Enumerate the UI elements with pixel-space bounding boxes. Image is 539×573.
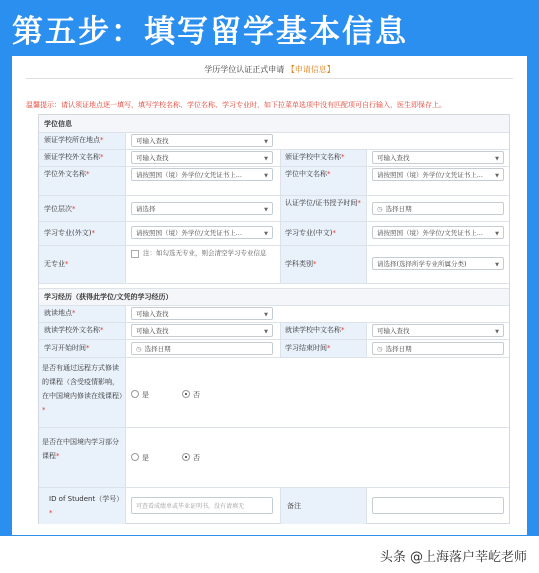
cert-school-location-select[interactable] [131,134,273,147]
cert-school-location-placeholder: 可输入查找 [136,137,169,145]
chevron-down-icon: ▼ [495,173,499,179]
subject-category-select[interactable] [372,257,504,270]
clock-icon: ◷ [377,345,383,353]
row-divider [39,305,509,306]
study-end-label-text: 学习结束时间 [285,344,327,352]
no-major-checkbox[interactable] [131,250,139,258]
study-end-placeholder: 选择日期 [385,345,412,353]
section-study-history: 学习经历（获得此学位/文凭的学习经历） [39,288,509,305]
study-school-chinese-label-text: 就读学校中文名称 [285,326,341,334]
subject-category-label: 学科类别* [285,260,317,268]
cert-date-label: 认证学位/证书授予时间* [285,199,361,207]
major-chinese-value: 请按照国（境）外学位/文凭证书上... [377,229,483,237]
remarks-input[interactable] [372,497,504,514]
study-location-label-text: 就读地点 [44,309,72,317]
row-divider [39,357,509,358]
degree-level-value: 请选择 [136,205,156,213]
major-foreign-value: 请按照国（境）外学位/文凭证书上... [136,229,242,237]
study-end-picker[interactable] [372,342,504,355]
degree-level-select[interactable] [131,202,273,215]
china-part-yes-label: 是 [142,454,149,462]
tip-text: 温馨提示：请认须证地点逐一填写，填写学校名称、学位名称、学习专业时，如下拉菜单选项中没有匹配项可自行输入，医生即保存上。 [26,101,446,109]
degree-chinese-label: 学位中文名称* [285,170,331,178]
chevron-down-icon: ▼ [264,156,268,162]
application-form-screenshot [12,56,527,535]
degree-chinese-select[interactable] [372,168,504,181]
china-part-no-label: 否 [193,454,200,462]
row-divider [39,149,509,150]
no-major-label: 无专业* [44,260,69,268]
major-chinese-label-text: 学习专业(中文) [285,229,333,237]
chevron-down-icon: ▼ [264,312,268,318]
study-end-label: 学习结束时间* [285,344,331,352]
chevron-down-icon: ▼ [264,231,268,237]
remote-courses-yes-radio[interactable] [131,390,139,398]
degree-chinese-value: 请按照国（境）外学位/文凭证书上... [377,171,483,179]
row-divider [39,132,509,133]
study-school-foreign-label: 就读学校外文名称* [44,326,104,334]
remarks-label: 备注 [287,502,301,510]
step-title: 第五步：填写留学基本信息 [12,14,408,50]
study-location-placeholder: 可输入查找 [136,310,169,318]
cert-date-placeholder: 选择日期 [385,205,412,213]
study-start-label: 学习开始时间* [44,344,90,352]
subject-category-label-text: 学科类别 [285,260,313,268]
study-start-label-text: 学习开始时间 [44,344,86,352]
student-id-label-text: ID of Student（学号） [49,495,124,503]
row-divider [39,487,509,488]
no-major-label-text: 无专业 [44,260,65,268]
section-degree-info: 学位信息 [39,115,509,132]
study-school-chinese-select[interactable] [372,324,504,337]
row-divider [39,339,509,340]
column-divider [280,322,281,357]
cert-date-picker[interactable] [372,202,504,215]
student-id-label: ID of Student（学号）* [49,495,124,517]
remote-courses-yes-label: 是 [142,391,149,399]
clock-icon: ◷ [377,205,383,213]
row-divider [39,322,509,323]
cert-school-chinese-select[interactable] [372,151,504,164]
degree-foreign-label-text: 学位外文名称 [44,170,86,178]
cert-school-location-label: 颁证学校所在地点* [44,136,104,144]
row-divider [39,221,509,222]
major-chinese-label: 学习专业(中文)* [285,229,336,237]
chevron-down-icon: ▼ [264,173,268,179]
cert-school-foreign-label-text: 颁证学校外文名称 [44,153,100,161]
study-school-foreign-placeholder: 可输入查找 [136,327,169,335]
study-start-placeholder: 选择日期 [144,345,171,353]
column-divider [125,305,126,524]
cert-school-location-label-text: 颁证学校所在地点 [44,136,100,144]
cert-school-chinese-label: 颁证学校中文名称* [285,153,345,161]
degree-foreign-label: 学位外文名称* [44,170,90,178]
remote-courses-no-label: 否 [193,391,200,399]
china-part-label: 是否在中国境内学习部分课程* [42,438,119,460]
study-location-select[interactable] [131,307,273,320]
row-divider [39,166,509,167]
chevron-down-icon: ▼ [495,156,499,162]
remote-courses-no-radio[interactable] [182,390,190,398]
row-divider [39,288,509,289]
study-school-foreign-select[interactable] [131,324,273,337]
row-divider [39,283,509,284]
clock-icon: ◷ [136,345,142,353]
row-divider [39,427,509,428]
study-location-label: 就读地点* [44,309,76,317]
column-divider [366,322,367,357]
chevron-down-icon: ▼ [495,329,499,335]
cert-school-foreign-placeholder: 可输入查找 [136,154,169,162]
page-heading-text: 学历学位认证正式申请 [204,65,285,74]
degree-foreign-select[interactable] [131,168,273,181]
china-part-yes-radio[interactable] [131,453,139,461]
major-foreign-label: 学习专业(外文)* [44,229,95,237]
page-heading [12,64,527,75]
chevron-down-icon: ▼ [264,139,268,145]
study-school-chinese-placeholder: 可输入查找 [377,327,410,335]
column-divider [125,132,126,283]
china-part-label-text: 是否在中国境内学习部分课程 [42,438,119,460]
chevron-down-icon: ▼ [495,262,499,268]
cert-school-chinese-placeholder: 可输入查找 [377,154,410,162]
student-id-input[interactable]: 可查看成绩单或毕业证明书，没有请填无 [131,497,273,514]
form-table [38,114,510,524]
major-foreign-label-text: 学习专业(外文) [44,229,92,237]
degree-level-label: 学位层次* [44,205,76,213]
study-school-foreign-label-text: 就读学校外文名称 [44,326,100,334]
author-credit: 头条 @上海落户莘屹老师 [379,550,527,565]
degree-level-label-text: 学位层次 [44,205,72,213]
column-divider [280,149,281,283]
column-divider [280,487,281,524]
major-foreign-select[interactable] [131,226,273,239]
major-chinese-select[interactable] [372,226,504,239]
row-divider [39,245,509,246]
remote-courses-label-text: 是否有通过远程方式修读的课程（含受疫情影响，在中国境内修读在线课程） [42,364,126,400]
remote-courses-label: 是否有通过远程方式修读的课程（含受疫情影响，在中国境内修读在线课程）* [42,364,126,414]
study-start-picker[interactable] [131,342,273,355]
chevron-down-icon: ▼ [264,329,268,335]
cert-school-foreign-select[interactable] [131,151,273,164]
cert-date-label-text: 认证学位/证书授予时间 [285,199,358,207]
column-divider [366,487,367,524]
no-major-note: 注：如勾选无专业，则会清空学习专业信息 [143,249,267,257]
cert-school-chinese-label-text: 颁证学校中文名称 [285,153,341,161]
chevron-down-icon: ▼ [495,231,499,237]
degree-foreign-value: 请按照国（境）外学位/文凭证书上... [136,171,242,179]
study-school-chinese-label: 就读学校中文名称* [285,326,345,334]
china-part-no-radio[interactable] [182,453,190,461]
page-heading-tag: 【申请信息】 [286,65,335,74]
cert-school-foreign-label: 颁证学校外文名称* [44,153,104,161]
row-divider [39,195,509,196]
chevron-down-icon: ▼ [264,207,268,213]
subject-category-value: 请选择(选择所学专业所属分类) [377,260,467,268]
header-divider [26,78,513,79]
column-divider [366,149,367,283]
degree-chinese-label-text: 学位中文名称 [285,170,327,178]
